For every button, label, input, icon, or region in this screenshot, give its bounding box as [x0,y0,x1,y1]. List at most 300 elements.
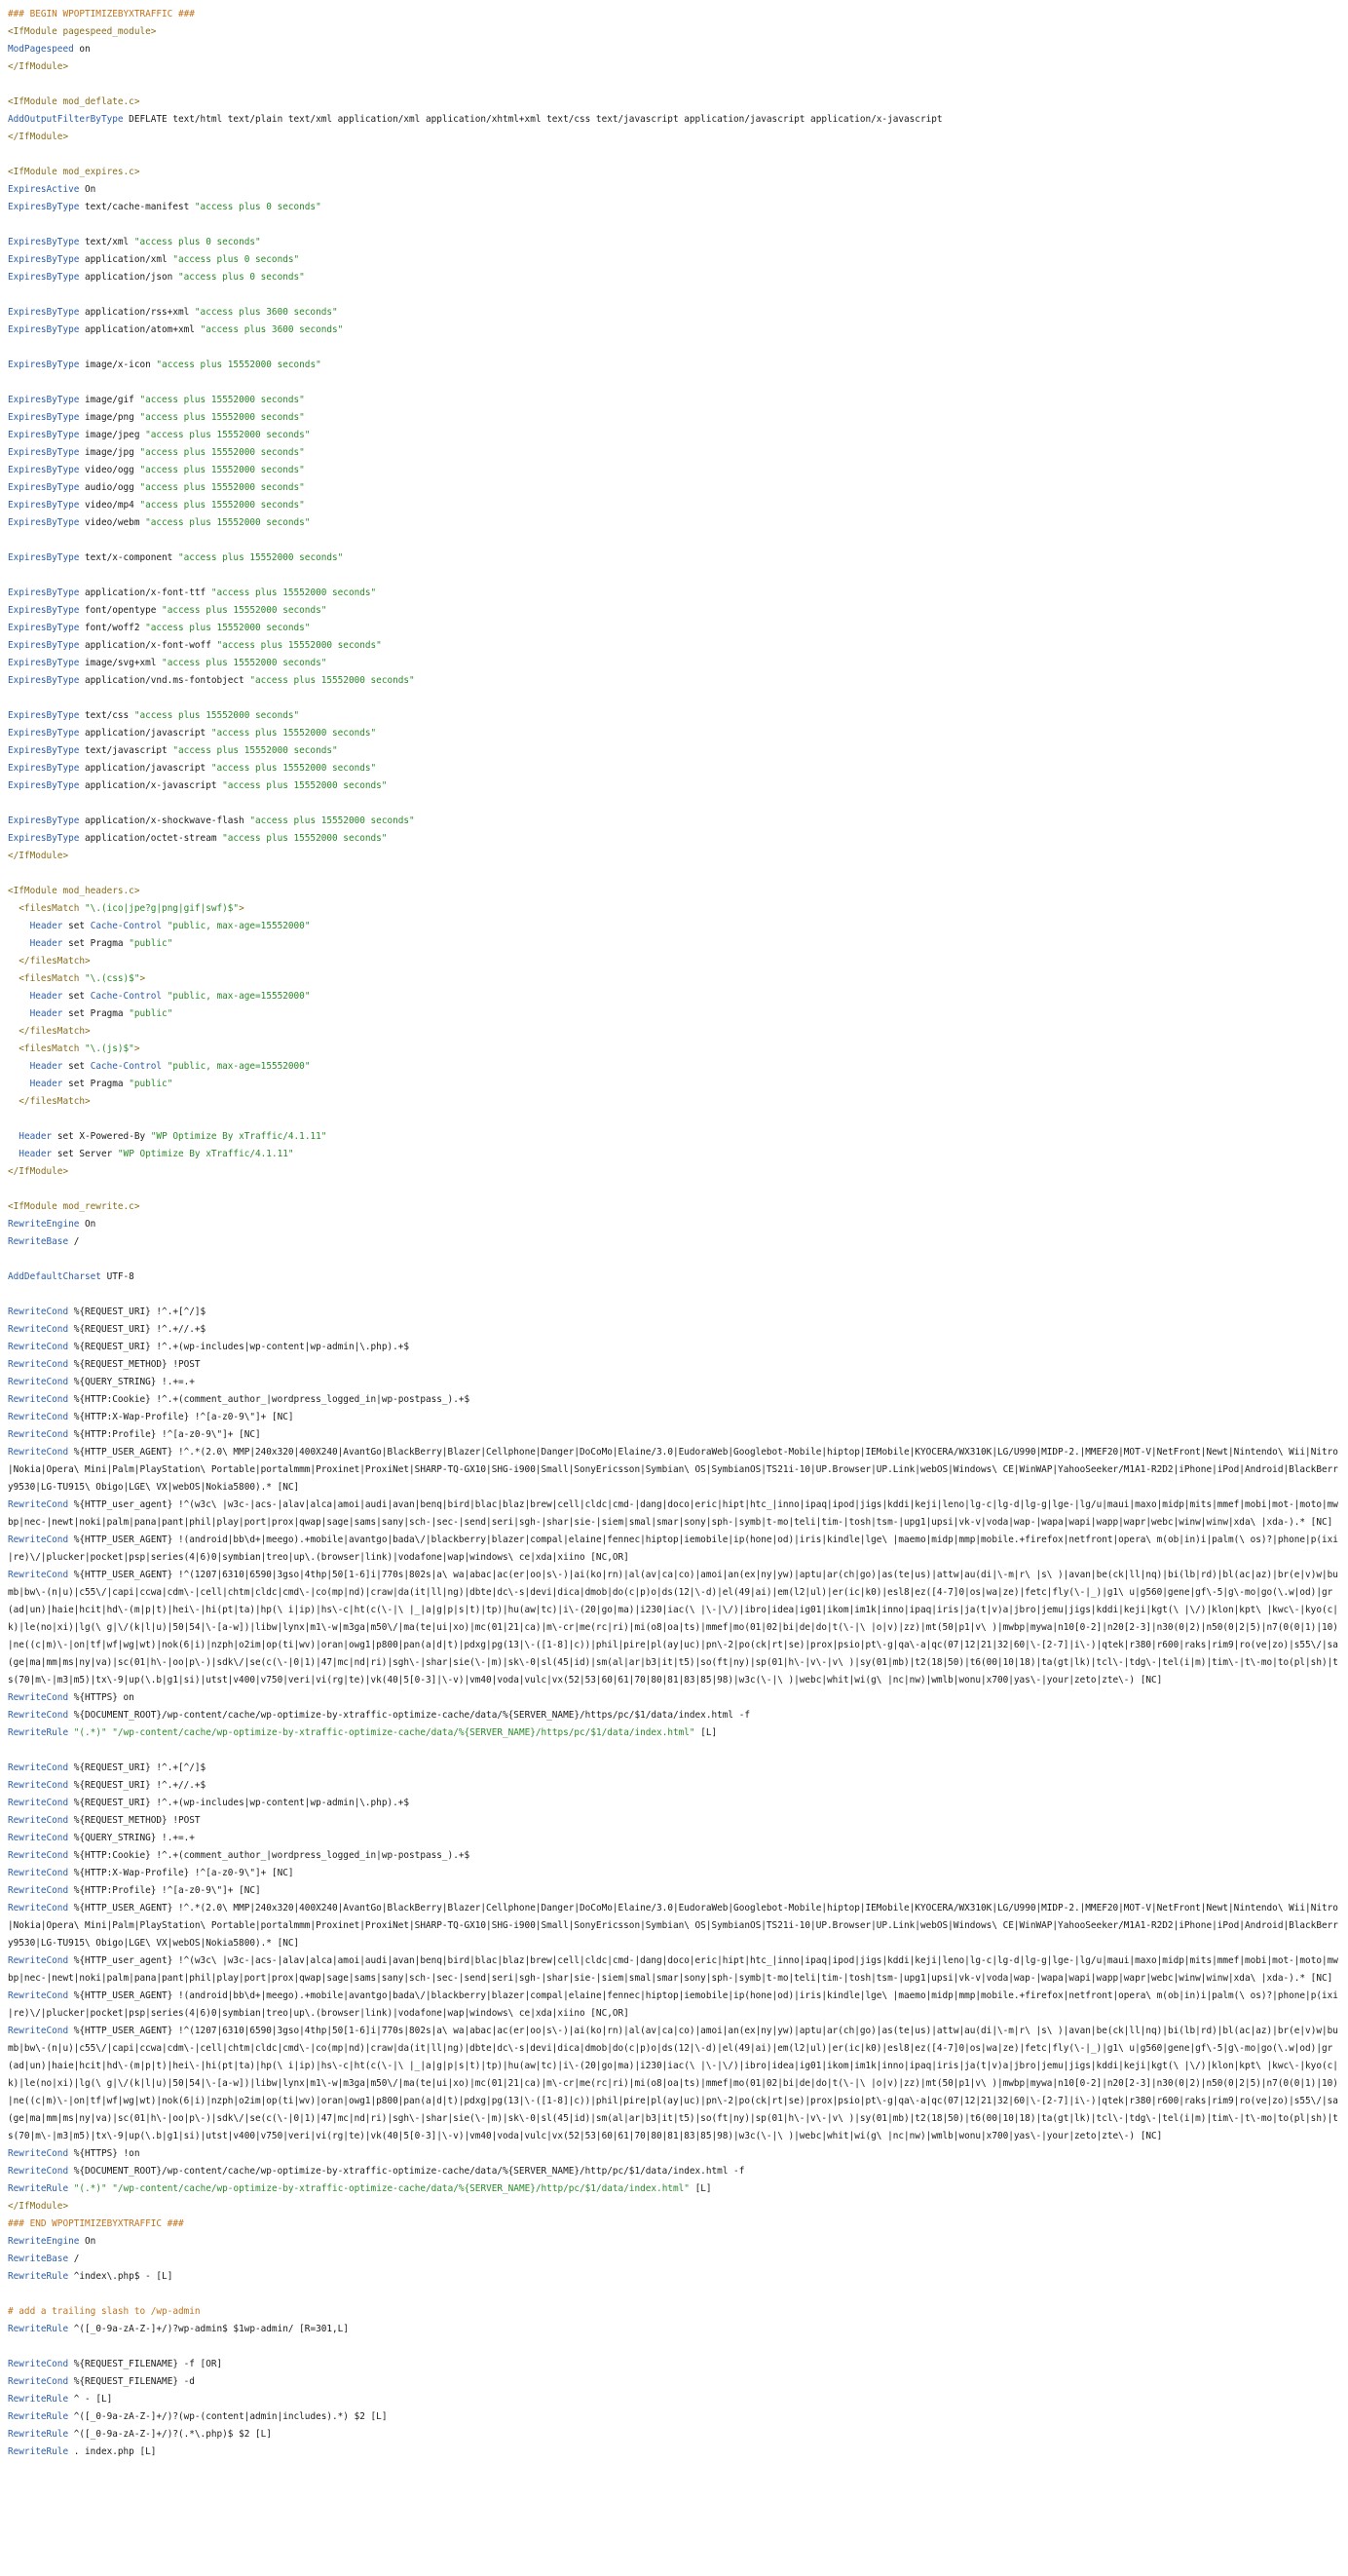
code-token-text: ^ - [L] [68,2394,113,2405]
code-token-str: "access plus 15552000 seconds" [210,587,377,598]
code-line [8,2443,1340,2461]
code-token-str: "access plus 15552000 seconds" [210,728,377,739]
code-token-kw: RewriteCond [8,1394,69,1405]
code-token-kw: RewriteCond [8,2359,69,2369]
code-token-kw: Header [29,1079,63,1089]
code-token-kw: Header [29,938,63,949]
code-token-kw: ExpiresByType [8,500,80,511]
code-line [8,865,1340,883]
code-token-text [8,1149,19,1159]
code-token-text: %{REQUEST_URI} !^.+(wp-includes|wp-content|wp-admin|\.php).+$ [68,1798,410,1808]
code-token-str: "access plus 15552000 seconds" [145,517,311,528]
code-token-kw: ExpiresByType [8,254,80,265]
code-token-kw: ExpiresByType [8,675,80,686]
code-token-text [8,1131,19,1142]
code-line [8,1391,1340,1409]
code-line [8,1269,1340,1286]
code-token-kw: ExpiresByType [8,307,80,318]
code-token-kw: RewriteCond [8,1534,69,1545]
code-line [8,1023,1340,1041]
code-token-str: "(.*)" [73,2183,107,2194]
code-token-kw: ExpiresByType [8,447,80,458]
code-line [8,1304,1340,1321]
code-line [8,2180,1340,2198]
code-token-tag: <IfModule mod_rewrite.c> [8,1201,140,1212]
code-token-kw: ExpiresByType [8,202,80,212]
code-line [8,935,1340,953]
code-token-text: On [79,1219,96,1230]
code-token-str: "access plus 0 seconds" [194,202,321,212]
code-line [8,1058,1340,1076]
code-token-text [8,921,30,931]
code-token-text: set Server [52,1149,118,1159]
code-token-text: [L] [689,2183,712,2194]
code-token-str: "access plus 3600 seconds" [200,324,344,335]
code-token-text: application/x-font-ttf [79,587,211,598]
code-token-str: "/wp-content/cache/wp-optimize-by-xtraffic-optimize-cache/data/%{SERVER_NAME}/http/pc/$1/data/index.html" [112,2183,690,2194]
code-token-str: "access plus 15552000 seconds" [162,605,327,616]
code-line [8,970,1340,988]
code-line [8,1198,1340,1216]
code-token-kw: Header [29,1061,63,1072]
code-line [8,2198,1340,2216]
code-token-kw: ExpiresByType [8,552,80,563]
code-line [8,1830,1340,1847]
code-token-str: "access plus 15552000 seconds" [133,710,300,721]
code-token-str: "access plus 15552000 seconds" [139,447,305,458]
code-line [8,357,1340,374]
code-token-text: %{HTTP:Cookie} !^.+(comment_author_|wordpress_logged_in|wp-postpass_).+$ [68,1850,470,1861]
code-token-text: set [62,1061,91,1072]
code-token-tag: > [239,903,244,914]
code-token-str: "access plus 0 seconds" [172,254,300,265]
code-token-text: application/xml [79,254,173,265]
code-token-kw: RewriteCond [8,2376,69,2387]
code-token-text [8,938,30,949]
code-token-text: %{REQUEST_URI} !^.+[^/]$ [68,1762,206,1773]
code-token-kw: RewriteCond [8,1324,69,1335]
code-token-str: "access plus 15552000 seconds" [249,675,415,686]
code-token-kw: RewriteCond [8,1903,69,1913]
code-token-tag: </IfModule> [8,851,69,861]
code-token-text: On [79,184,96,195]
code-line [8,479,1340,497]
code-line [8,742,1340,760]
code-token-text: [L] [694,1727,718,1738]
code-line [8,2303,1340,2321]
code-line [8,549,1340,567]
code-token-kw: Header [29,1008,63,1019]
code-token-text: %{HTTP:Profile} !^[a-z0-9\"]+ [NC] [68,1429,261,1440]
code-line [8,1900,1340,1952]
code-token-text: ^([_0-9a-zA-Z-]+/)?(wp-(content|admin|includes).*) $2 [L] [68,2411,388,2422]
code-line [8,1321,1340,1339]
code-line [8,1251,1340,1269]
code-token-str: "WP Optimize By xTraffic/4.1.11" [150,1131,327,1142]
code-token-text: %{QUERY_STRING} !.+=.+ [68,1377,195,1387]
code-token-str: "access plus 0 seconds" [133,237,261,247]
code-line [8,848,1340,865]
code-line [8,1567,1340,1689]
code-line [8,2233,1340,2251]
code-token-text: set Pragma [62,1079,130,1089]
code-token-text: %{HTTP:X-Wap-Profile} !^[a-z0-9\"]+ [NC] [68,1868,294,1878]
code-token-tag: <filesMatch [8,1043,86,1054]
code-token-kw: ExpiresByType [8,623,80,633]
code-token-text: DEFLATE text/html text/plain text/xml application/xml application/xhtml+xml text/css text/javascript application/javascript application/x-javascript [123,114,943,125]
code-line [8,2356,1340,2373]
code-token-kw: ExpiresByType [8,412,80,423]
code-token-text: video/webm [79,517,146,528]
code-line [8,23,1340,41]
code-line [8,1163,1340,1181]
code-token-kw: RewriteEngine [8,1219,80,1230]
code-token-tag: </filesMatch> [8,1026,91,1037]
code-token-text: %{REQUEST_METHOD} !POST [68,1815,201,1826]
code-token-text: application/vnd.ms-fontobject [79,675,250,686]
code-token-text: On [79,2236,96,2247]
code-line [8,672,1340,690]
code-token-kw: ExpiresByType [8,728,80,739]
code-line [8,2286,1340,2303]
code-line [8,1041,1340,1058]
code-token-text: text/javascript [79,745,173,756]
code-token-kw: RewriteCond [8,1447,69,1458]
code-token-kw: RewriteCond [8,1359,69,1370]
code-token-text [8,991,30,1002]
code-line [8,2163,1340,2180]
code-line [8,1812,1340,1830]
code-line [8,444,1340,462]
code-token-text: application/x-shockwave-flash [79,815,250,826]
code-token-kw: RewriteCond [8,1499,69,1510]
code-token-text: %{DOCUMENT_ROOT}/wp-content/cache/wp-optimize-by-xtraffic-optimize-cache/data/%{SERVER_NAME}/http/pc/$1/data/index.html -f [68,2166,745,2177]
code-line [8,567,1340,585]
code-token-text: application/json [79,272,178,283]
code-line [8,1111,1340,1128]
code-line [8,2145,1340,2163]
code-token-kw: Header [19,1149,53,1159]
code-line [8,655,1340,672]
code-token-text [8,1079,30,1089]
code-token-text: UTF-8 [100,1271,134,1282]
code-line [8,1865,1340,1882]
code-token-text: set Pragma [62,1008,130,1019]
code-line [8,58,1340,76]
code-line [8,1076,1340,1093]
code-token-kw: RewriteCond [8,1377,69,1387]
code-token-tag: <IfModule mod_expires.c> [8,167,140,177]
code-token-tag: </filesMatch> [8,1096,91,1107]
code-token-kw: RewriteBase [8,1236,69,1247]
code-token-kw: RewriteCond [8,1710,69,1721]
code-line [8,637,1340,655]
code-line [8,2373,1340,2391]
code-token-kw: RewriteCond [8,1429,69,1440]
code-token-text: image/jpg [79,447,140,458]
code-line [8,392,1340,409]
code-line [8,164,1340,181]
code-token-kw: RewriteRule [8,2324,69,2334]
code-token-comment: # add a trailing slash to /wp-admin [8,2306,201,2317]
code-line [8,2391,1340,2408]
code-token-text: image/jpeg [79,430,146,440]
code-line [8,374,1340,392]
code-token-text: image/gif [79,395,140,405]
code-line [8,883,1340,900]
code-line [8,725,1340,742]
code-token-str: "access plus 15552000 seconds" [210,763,377,774]
code-line [8,1181,1340,1198]
code-token-kw: ExpiresByType [8,658,80,668]
code-token-kw: ExpiresByType [8,640,80,651]
code-token-kw: RewriteCond [8,1307,69,1317]
code-token-str: "access plus 15552000 seconds" [162,658,327,668]
code-token-kw: RewriteCond [8,1692,69,1703]
code-token-kw: ExpiresByType [8,763,80,774]
code-token-text: %{REQUEST_FILENAME} -f [OR] [68,2359,223,2369]
code-token-kw: RewriteCond [8,1762,69,1773]
code-token-kw: ExpiresByType [8,482,80,493]
code-line [8,707,1340,725]
code-token-kw: RewriteCond [8,1885,69,1896]
code-token-text: application/x-javascript [79,780,223,791]
code-token-text: set [62,991,91,1002]
code-token-tag: </IfModule> [8,1166,69,1177]
code-token-text: %{HTTP:Cookie} !^.+(comment_author_|wordpress_logged_in|wp-postpass_).+$ [68,1394,470,1405]
code-token-kw: RewriteCond [8,1342,69,1352]
code-line [8,1952,1340,1988]
code-token-text: / [68,1236,80,1247]
code-line [8,830,1340,848]
code-line [8,1409,1340,1426]
code-token-text: %{QUERY_STRING} !.+=.+ [68,1833,195,1843]
code-line [8,409,1340,427]
code-line [8,497,1340,514]
code-token-tag: <IfModule mod_deflate.c> [8,96,140,107]
code-token-text: font/opentype [79,605,163,616]
code-token-text: %{REQUEST_METHOD} !POST [68,1359,201,1370]
code-token-kw: ModPagespeed [8,44,74,55]
code-line [8,1146,1340,1163]
code-token-text: %{REQUEST_URI} !^.+[^/]$ [68,1307,206,1317]
code-token-kw: ExpiresByType [8,745,80,756]
code-line [8,1426,1340,1444]
code-line [8,1760,1340,1777]
code-token-text: %{HTTP_USER_AGENT} !(android|bb\d+|meego).+mobile|avantgo|bada\/|blackberry|blazer|compal|elaine|fennec|hiptop|iemobile|ip(hone|od)|iris|kindle|lge\ |maemo|midp|mmp|mobile.+firefox|netfront|opera\ m(ob|in)i|palm(\ os)?|phone|p(ixi|re)\/|plucker|pocket|psp|series(4|6)0|symbian|treo|up\.(browser|link)|vodafone|wap|windows\ ce|xda|xiino [NC,OR] [8,1534,1338,1563]
code-line [8,1444,1340,1496]
code-token-text: set [62,921,91,931]
code-token-text: %{REQUEST_FILENAME} -d [68,2376,195,2387]
code-token-kw: ExpiresByType [8,237,80,247]
code-token-comment: ### END WPOPTIMIZEBYXTRAFFIC ### [8,2218,184,2229]
code-token-kw: RewriteCond [8,1955,69,1966]
code-token-text: %{DOCUMENT_ROOT}/wp-content/cache/wp-optimize-by-xtraffic-optimize-cache/data/%{SERVER_NAME}/https/pc/$1/data/index.html -f [68,1710,750,1721]
code-token-kw: RewriteCond [8,1570,69,1580]
code-line [8,602,1340,620]
code-token-str: "access plus 15552000 seconds" [172,745,338,756]
code-token-str: "\.(css)$" [85,973,140,984]
code-token-str: "public, max-age=15552000" [167,991,311,1002]
code-token-str: "access plus 15552000 seconds" [249,815,415,826]
code-line [8,6,1340,23]
code-line [8,988,1340,1005]
code-token-text: %{HTTP_USER_AGENT} !(android|bb\d+|meego).+mobile|avantgo|bada\/|blackberry|blazer|compal|elaine|fennec|hiptop|iemobile|ip(hone|od)|iris|kindle|lge\ |maemo|midp|mmp|mobile.+firefox|netfront|opera\ m(ob|in)i|palm(\ os)?|phone|p(ixi|re)\/|plucker|pocket|psp|series(4|6)0|symbian|treo|up\.(browser|link)|vodafone|wap|windows\ ce|xda|xiino [NC,OR] [8,1990,1338,2019]
code-token-tag: </IfModule> [8,61,69,72]
code-line [8,777,1340,795]
code-token-kw: AddDefaultCharset [8,1271,101,1282]
code-token-kw: ExpiresByType [8,833,80,844]
code-token-text: application/x-font-woff [79,640,217,651]
code-line [8,181,1340,199]
code-token-kw: RewriteRule [8,2429,69,2440]
code-line [8,2321,1340,2338]
code-token-str: "access plus 15552000 seconds" [139,412,305,423]
code-token-text: video/mp4 [79,500,140,511]
code-token-kw: RewriteRule [8,1727,69,1738]
code-token-text: ^index\.php$ - [L] [68,2271,173,2282]
code-token-kw: ExpiresByType [8,395,80,405]
code-token-kw: RewriteRule [8,2446,69,2457]
code-token-kw: RewriteCond [8,1833,69,1843]
code-token-kw: RewriteCond [8,1815,69,1826]
code-token-kw: RewriteCond [8,1850,69,1861]
code-token-kw: ExpiresByType [8,710,80,721]
code-token-str: "/wp-content/cache/wp-optimize-by-xtraffic-optimize-cache/data/%{SERVER_NAME}/https/pc/$1/data/index.html" [112,1727,695,1738]
code-token-text: set Pragma [62,938,130,949]
code-line [8,1374,1340,1391]
code-token-text: ^([_0-9a-zA-Z-]+/)?(.*\.php)$ $2 [L] [68,2429,272,2440]
code-token-str: "access plus 15552000 seconds" [222,833,388,844]
code-token-str: "access plus 15552000 seconds" [222,780,388,791]
code-token-text: on [73,44,91,55]
code-token-str: "public, max-age=15552000" [167,921,311,931]
code-line [8,585,1340,602]
code-token-str: "\.(js)$" [85,1043,134,1054]
code-token-str: "access plus 15552000 seconds" [139,395,305,405]
code-token-text: application/javascript [79,728,211,739]
code-token-text: %{REQUEST_URI} !^.+(wp-includes|wp-content|wp-admin|\.php).+$ [68,1342,410,1352]
code-token-kw: RewriteCond [8,1780,69,1791]
code-line [8,304,1340,322]
code-token-tag: <filesMatch [8,973,86,984]
code-line [8,620,1340,637]
code-token-text: %{REQUEST_URI} !^.+//.+$ [68,1780,206,1791]
code-token-kw: Cache-Control [90,991,163,1002]
code-token-kw: Header [29,921,63,931]
code-token-str: "public, max-age=15552000" [167,1061,311,1072]
code-token-str: "public" [129,1079,173,1089]
code-token-text: image/x-icon [79,360,157,370]
code-line [8,1356,1340,1374]
code-token-kw: ExpiresByType [8,430,80,440]
code-line [8,234,1340,251]
code-line [8,146,1340,164]
code-token-kw: RewriteCond [8,1990,69,2001]
code-token-str: "public" [129,1008,173,1019]
code-line [8,129,1340,146]
code-line [8,1882,1340,1900]
code-line [8,1777,1340,1795]
code-token-kw: ExpiresByType [8,815,80,826]
code-token-text: %{HTTP_USER_AGENT} !^(1207|6310|6590|3gso|4thp|50[1-6]i|770s|802s|a\ wa|abac|ac(er|oo|s\-)|ai(ko|rn)|al(av|ca|co)|amoi|an(ex|ny|yw)|aptu|ar(ch|go)|as(te|us)|attw|au(di|\-m|r\ |s\ )|avan|be(ck|ll|nq)|bi(lb|rd)|bl(ac|az)|br(e|v)w|bumb|bw\-(n|u)|c55\/|capi|ccwa|cdm\-|cell|chtm|cldc|cmd\-|co(mp|nd)|craw|da(it|ll|ng)|dbte|dc\-s|devi|dica|dmob|do(c|p)o|ds(12|\-d)|el(49|ai)|em(l2|ul)|er(ic|k0)|esl8|ez([4-7]0|os|wa|ze)|fetc|fly(\-|_)|g1\ u|g560|gene|gf\-5|g\-mo|go(\.w|od)|gr(ad|un)|haie|hcit|hd\-(m|p|t)|hei\-|hi(pt|ta)|hp(\ i|ip)|hs\-c|ht(c(\-|\ |_|a|g|p|s|t)|tp)|hu(aw|tc)|i\-(20|go|ma)|i230|iac(\ |\-|\/)|ibro|idea|ig01|ikom|im1k|inno|ipaq|iris|ja(t|v)a|jbro|jemu|jigs|kddi|keji|kgt(\ |\/)|klon|kpt\ |kwc\-|kyo(c|k)|le(no|xi)|lg(\ g|\/(k|l|u)|50|54|\-[a-w])|libw|lynx|m1\-w|m3ga|m50\/|ma(te|ui|xo)|mc(01|21|ca)|m\-cr|me(rc|ri)|mi(o8|oa|ts)|mmef|mo(01|02|bi|de|do|t(\-|\ |o|v)|zz)|mt(50|p1|v\ )|mwbp|mywa|n10[0-2]|n20[2-3]|n30(0|2)|n50(0|2|5)|n7(0(0|1)|10)|ne((c|m)\-|on|tf|wf|wg|wt)|nok(6|i)|nzph|o2im|op(ti|wv)|oran|owg1|p800|pan(a|d|t)|pdxg|pg(13|\-([1-8]|c))|phil|pire|pl(ay|uc)|pn\-2|po(ck|rt|se)|prox|psio|pt\-g|qa\-a|qc(07|12|21|32|60|\-[2-7]|i\-)|qtek|r380|r600|raks|rim9|ro(ve|zo)|s55\/|sa(ge|ma|mm|ms|ny|va)|sc(01|h\-|oo|p\-)|sdk\/|se(c(\-|0|1)|47|mc|nd|ri)|sgh\-|shar|sie(\-|m)|sk\-0|sl(45|id)|sm(al|ar|b3|it|t5)|so(ft|ny)|sp(01|h\-|v\-|v\ )|sy(01|mb)|t2(18|50)|t6(00|10|18)|ta(gt|lk)|tcl\-|tdg\-|tel(i|m)|tim\-|t\-mo|to(pl|sh)|ts(70|m\-|m3|m5)|tx\-9|up(\.b|g1|si)|utst|v400|v750|veri|vi(rg|te)|vk(40|5[0-3]|\-v)|vm40|voda|vulc|vx(52|53|60|61|70|80|81|83|85|98)|w3c(\-|\ )|webc|whit|wi(g\ |nc|nw)|wmlb|wonu|x700|yas\-|your|zeto|zte\-) [NC] [8,1570,1338,1686]
code-token-tag: <IfModule pagespeed_module> [8,26,157,37]
code-line [8,2338,1340,2356]
code-line [8,690,1340,707]
code-line [8,900,1340,918]
code-token-kw: ExpiresByType [8,780,80,791]
code-token-kw: RewriteRule [8,2183,69,2194]
code-token-str: "public" [129,938,173,949]
code-token-text: audio/ogg [79,482,140,493]
code-token-str: "access plus 15552000 seconds" [177,552,344,563]
code-line [8,1795,1340,1812]
code-line [8,199,1340,216]
code-line [8,2023,1340,2145]
code-line [8,760,1340,777]
code-line [8,1532,1340,1567]
code-token-text: video/ogg [79,465,140,475]
code-line [8,269,1340,286]
code-line [8,322,1340,339]
code-token-text: / [68,2254,80,2264]
code-token-kw: RewriteCond [8,2148,69,2159]
code-token-kw: ExpiresByType [8,517,80,528]
code-line [8,111,1340,129]
code-line [8,1689,1340,1707]
code-line [8,1286,1340,1304]
code-line [8,1128,1340,1146]
code-token-kw: RewriteCond [8,1798,69,1808]
code-token-kw: ExpiresByType [8,605,80,616]
code-token-kw: RewriteCond [8,2166,69,2177]
code-token-text: application/rss+xml [79,307,195,318]
code-line [8,1724,1340,1742]
code-token-comment: ### BEGIN WPOPTIMIZEBYXTRAFFIC ### [8,9,195,19]
code-token-text: text/x-component [79,552,178,563]
code-line [8,2426,1340,2443]
code-token-str: "(.*)" [73,1727,107,1738]
code-line [8,216,1340,234]
code-line [8,462,1340,479]
code-token-text: %{HTTP_USER_AGENT} !^.*(2.0\ MMP|240x320|400X240|AvantGo|BlackBerry|Blazer|Cellphone|Danger|DoCoMo|Elaine/3.0|EudoraWeb|Googlebot-Mobile|hiptop|IEMobile|KYOCERA/WX310K|LG/U990|MIDP-2.|MMEF20|MOT-V|NetFront|Newt|Nintendo\ Wii|Nitro|Nokia|Opera\ Mini|Palm|PlayStation\ Portable|portalmmm|Proxinet|ProxiNet|SHARP-TQ-GX10|SHG-i900|Small|SonyEricsson|Symbian\ OS|SymbianOS|TS21i-10|UP.Browser|UP.Link|webOS|Windows\ CE|WinWAP|YahooSeeker/M1A1-R2D2|iPhone|iPod|Android|BlackBerry9530|LG-TU915\ Obigo|LGE\ VX|webOS|Nokia5800).* [NC] [8,1903,1338,1949]
code-token-text: %{HTTP:X-Wap-Profile} !^[a-z0-9\"]+ [NC] [68,1412,294,1422]
code-line [8,1847,1340,1865]
code-token-kw: AddOutputFilterByType [8,114,124,125]
code-token-str: "access plus 15552000 seconds" [216,640,382,651]
code-line [8,41,1340,58]
code-token-str: "access plus 3600 seconds" [194,307,338,318]
code-token-text [8,1061,30,1072]
code-token-text: ^([_0-9a-zA-Z-]+/)?wp-admin$ $1wp-admin/ [R=301,L] [68,2324,349,2334]
code-token-text: application/atom+xml [79,324,201,335]
htaccess-code-document [8,6,1340,2461]
code-token-kw: Cache-Control [90,921,163,931]
code-line [8,286,1340,304]
code-line [8,1496,1340,1532]
code-token-str: "WP Optimize By xTraffic/4.1.11" [117,1149,294,1159]
code-line [8,1005,1340,1023]
code-line [8,1216,1340,1233]
code-token-kw: RewriteRule [8,2394,69,2405]
code-token-tag: </IfModule> [8,132,69,142]
code-token-text: image/svg+xml [79,658,163,668]
code-line [8,953,1340,970]
code-token-text: . index.php [L] [68,2446,157,2457]
code-token-kw: RewriteCond [8,1412,69,1422]
code-token-text: %{HTTP_USER_AGENT} !^(1207|6310|6590|3gso|4thp|50[1-6]i|770s|802s|a\ wa|abac|ac(er|oo|s\-)|ai(ko|rn)|al(av|ca|co)|amoi|an(ex|ny|yw)|aptu|ar(ch|go)|as(te|us)|attw|au(di|\-m|r\ |s\ )|avan|be(ck|ll|nq)|bi(lb|rd)|bl(ac|az)|br(e|v)w|bumb|bw\-(n|u)|c55\/|capi|ccwa|cdm\-|cell|chtm|cldc|cmd\-|co(mp|nd)|craw|da(it|ll|ng)|dbte|dc\-s|devi|dica|dmob|do(c|p)o|ds(12|\-d)|el(49|ai)|em(l2|ul)|er(ic|k0)|esl8|ez([4-7]0|os|wa|ze)|fetc|fly(\-|_)|g1\ u|g560|gene|gf\-5|g\-mo|go(\.w|od)|gr(ad|un)|haie|hcit|hd\-(m|p|t)|hei\-|hi(pt|ta)|hp(\ i|ip)|hs\-c|ht(c(\-|\ |_|a|g|p|s|t)|tp)|hu(aw|tc)|i\-(20|go|ma)|i230|iac(\ |\-|\/)|ibro|idea|ig01|ikom|im1k|inno|ipaq|iris|ja(t|v)a|jbro|jemu|jigs|kddi|keji|kgt(\ |\/)|klon|kpt\ |kwc\-|kyo(c|k)|le(no|xi)|lg(\ g|\/(k|l|u)|50|54|\-[a-w])|libw|lynx|m1\-w|m3ga|m50\/|ma(te|ui|xo)|mc(01|21|ca)|m\-cr|me(rc|ri)|mi(o8|oa|ts)|mmef|mo(01|02|bi|de|do|t(\-|\ |o|v)|zz)|mt(50|p1|v\ )|mwbp|mywa|n10[0-2]|n20[2-3]|n30(0|2)|n50(0|2|5)|n7(0(0|1)|10)|ne((c|m)\-|on|tf|wf|wg|wt)|nok(6|i)|nzph|o2im|op(ti|wv)|oran|owg1|p800|pan(a|d|t)|pdxg|pg(13|\-([1-8]|c))|phil|pire|pl(ay|uc)|pn\-2|po(ck|rt|se)|prox|psio|pt\-g|qa\-a|qc(07|12|21|32|60|\-[2-7]|i\-)|qtek|r380|r600|raks|rim9|ro(ve|zo)|s55\/|sa(ge|ma|mm|ms|ny|va)|sc(01|h\-|oo|p\-)|sdk\/|se(c(\-|0|1)|47|mc|nd|ri)|sgh\-|shar|sie(\-|m)|sk\-0|sl(45|id)|sm(al|ar|b3|it|t5)|so(ft|ny)|sp(01|h\-|v\-|v\ )|sy(01|mb)|t2(18|50)|t6(00|10|18)|ta(gt|lk)|tcl\-|tdg\-|tel(i|m)|tim\-|t\-mo|to(pl|sh)|ts(70|m\-|m3|m5)|tx\-9|up(\.b|g1|si)|utst|v400|v750|veri|vi(rg|te)|vk(40|5[0-3]|\-v)|vm40|voda|vulc|vx(52|53|60|61|70|80|81|83|85|98)|w3c(\-|\ )|webc|whit|wi(g\ |nc|nw)|wmlb|wonu|x700|yas\-|your|zeto|zte\-) [NC] [8,2026,1338,2141]
code-token-kw: ExpiresActive [8,184,80,195]
